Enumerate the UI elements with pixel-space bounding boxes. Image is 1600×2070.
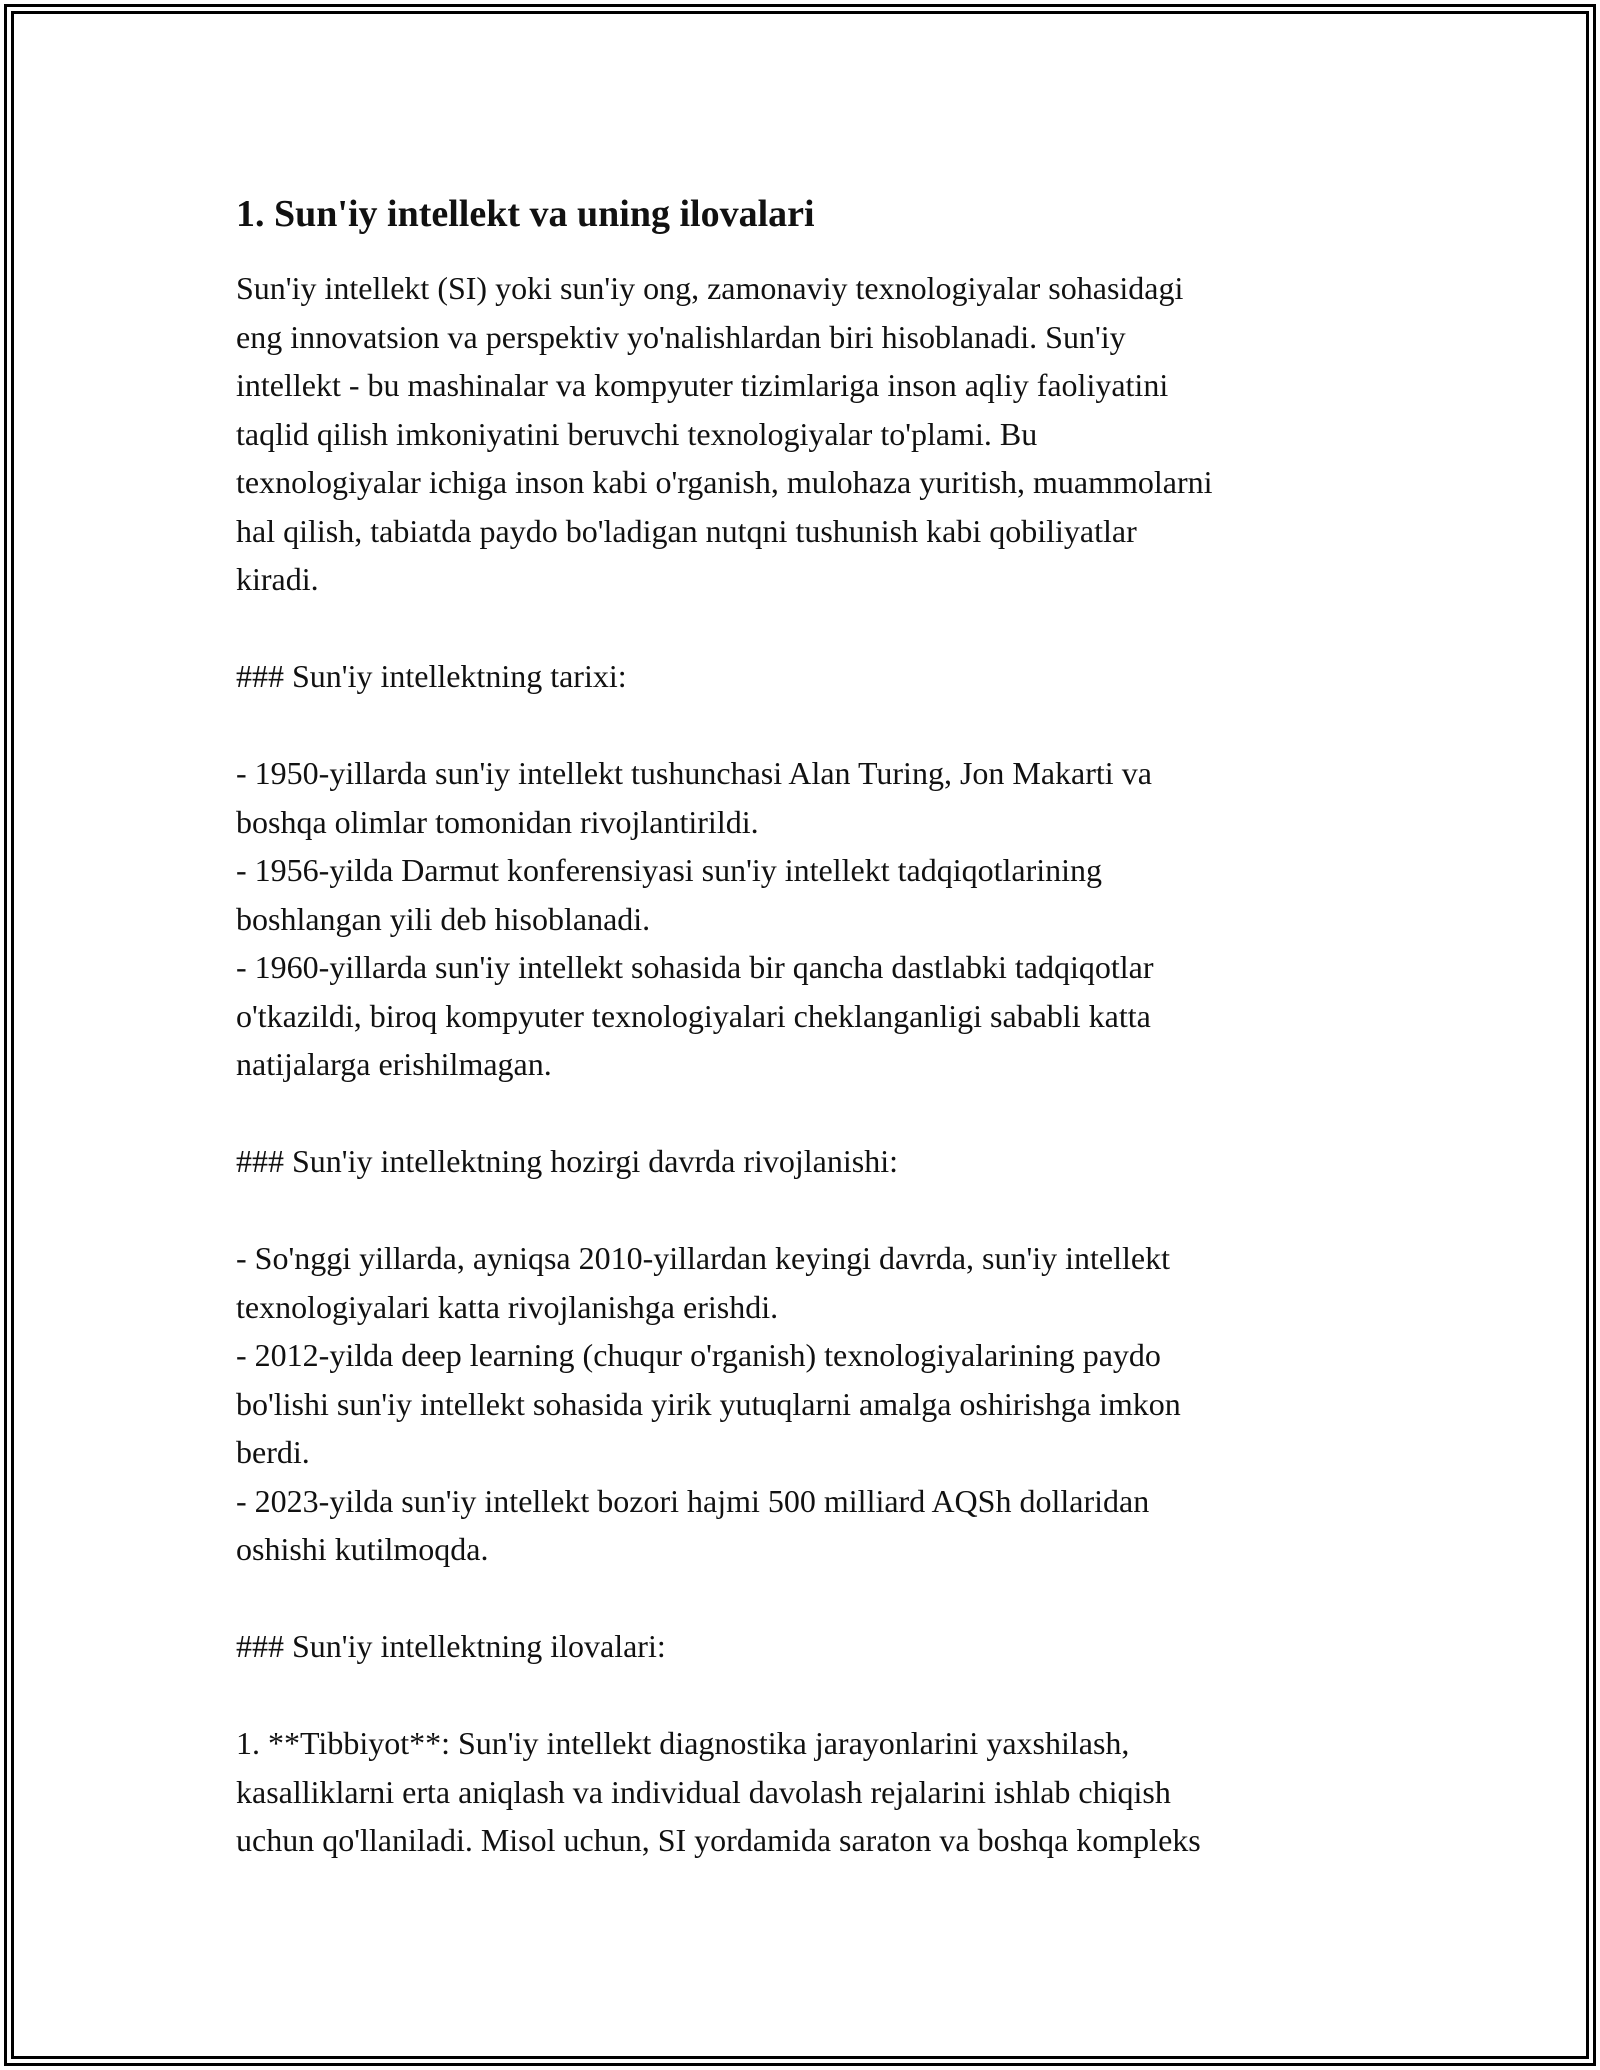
document-body (236, 190, 1386, 1865)
document-title: 1. Sun'iy intellekt va uning ilovalari (236, 193, 815, 235)
intro-line: intellekt - bu mashinalar va kompyuter tizimlariga inson aqliy faoliyatini (236, 367, 1169, 403)
modern-line: - 2023-yilda sun'iy intellekt bozori hajmi 500 milliard AQSh dollaridan (236, 1482, 1150, 1519)
history-line: boshqa olimlar tomonidan rivojlantirildi. (236, 803, 759, 840)
paragraph-spacer (236, 1574, 1386, 1623)
history-line: boshlangan yili deb hisoblanadi. (236, 900, 651, 937)
intro-line: eng innovatsion va perspektiv yo'nalishlardan biri hisoblanadi. Sun'iy (236, 318, 1126, 355)
history-line: natijalarga erishilmagan. (236, 1046, 552, 1082)
modern-line: oshishi kutilmoqda. (236, 1531, 489, 1567)
modern-heading: ### Sun'iy intellektning hozirgi davrda rivojlanishi: (236, 1143, 898, 1179)
intro-line: hal qilish, tabiatda paydo bo'ladigan nutqni tushunish kabi qobiliyatlar (236, 512, 1137, 549)
paragraph-spacer (236, 701, 1386, 750)
history-line: - 1950-yillarda sun'iy intellekt tushunchasi Alan Turing, Jon Makarti va (236, 755, 1152, 791)
modern-line: texnologiyalari katta rivojlanishga erishdi. (236, 1288, 779, 1325)
modern-line: - So'nggi yillarda, ayniqsa 2010-yillardan keyingi davrda, sun'iy intellekt (236, 1240, 1170, 1276)
intro-line: taqlid qilish imkoniyatini beruvchi texnologiyalar to'plami. Bu (236, 415, 1038, 452)
intro-line: texnologiyalar ichiga inson kabi o'rganish, mulohaza yuritish, muammolarni (236, 464, 1213, 500)
applications-line: 1. **Tibbiyot**: Sun'iy intellekt diagnostika jarayonlarini yaxshilash, (236, 1725, 1130, 1761)
applications-line: uchun qo'llaniladi. Misol uchun, SI yordamida saraton va boshqa kompleks (236, 1822, 1201, 1858)
paragraph-spacer (236, 1186, 1386, 1235)
history-line: - 1956-yilda Darmut konferensiyasi sun'iy intellekt tadqiqotlarining (236, 852, 1103, 888)
applications-line: kasalliklarni erta aniqlash va individual davolash rejalarini ishlab chiqish (236, 1773, 1171, 1810)
intro-line: Sun'iy intellekt (SI) yoki sun'iy ong, zamonaviy texnologiyalar sohasidagi (236, 270, 1184, 306)
applications-heading: ### Sun'iy intellektning ilovalari: (236, 1628, 666, 1664)
paragraph-spacer (236, 1671, 1386, 1720)
intro-line: kiradi. (236, 561, 319, 597)
modern-line: - 2012-yilda deep learning (chuqur o'rganish) texnologiyalarining paydo (236, 1337, 1161, 1373)
history-heading: ### Sun'iy intellektning tarixi: (236, 658, 627, 694)
paragraph-spacer (236, 1089, 1386, 1138)
history-line: - 1960-yillarda sun'iy intellekt sohasida bir qancha dastlabki tadqiqotlar (236, 949, 1154, 985)
modern-line: berdi. (236, 1434, 310, 1470)
history-line: o'tkazildi, biroq kompyuter texnologiyalari cheklanganligi sababli katta (236, 997, 1151, 1034)
paragraph-spacer (236, 604, 1386, 653)
modern-line: bo'lishi sun'iy intellekt sohasida yirik yutuqlarni amalga oshirishga imkon (236, 1385, 1181, 1422)
intro-paragraph (236, 264, 1386, 1865)
